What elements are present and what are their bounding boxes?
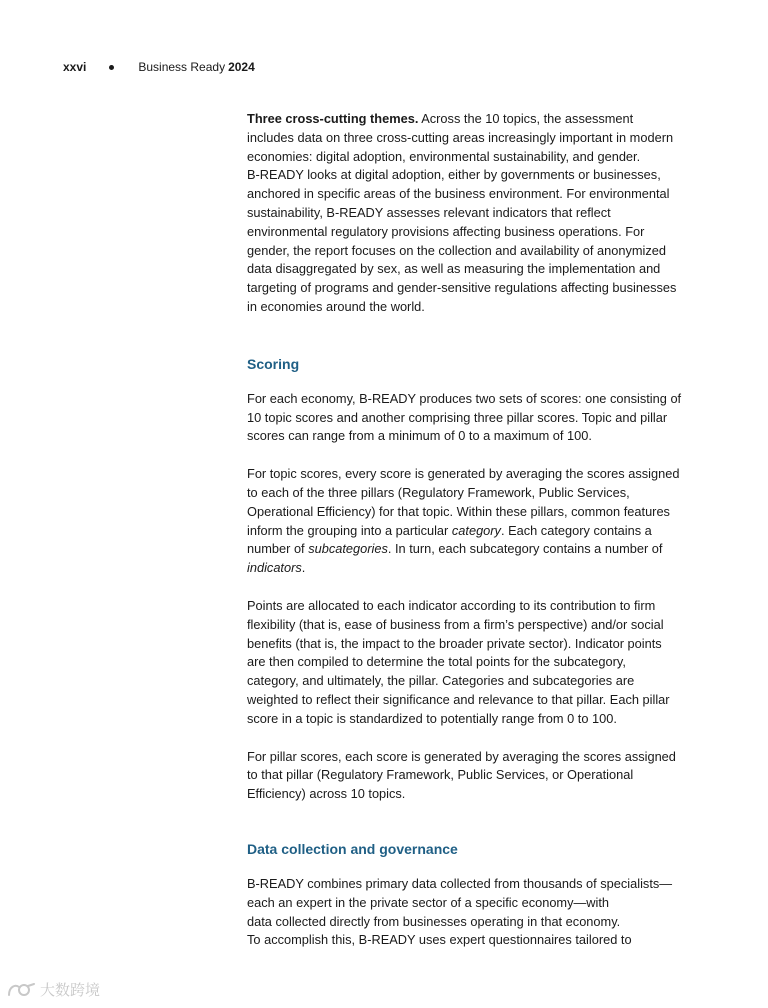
publication-title: Business Ready [138,60,226,74]
scoring-paragraph-3 [247,597,697,729]
text-line: each an expert in the private sector of a specific economy—with [247,894,610,910]
text-line: B-READY combines primary data collected from thousands of specialists— [247,875,673,891]
text-line: are then compiled to determine the total points for the subcategory, [247,654,626,670]
text-line: benefits (that is, the impact to the broader private sector). Indicator points [247,635,662,651]
bullet-separator [109,65,114,70]
section-heading-scoring: Scoring [247,355,300,372]
term-indicators: indicators [247,560,302,576]
publication-year: 2024 [228,60,255,74]
text-line [247,110,697,129]
main-content [247,110,697,950]
text-line: B-READY looks at digital adoption, either by governments or businesses, [247,167,661,183]
text-segment: . [301,560,306,576]
text-line: data collected directly from businesses operating in that economy. [247,913,621,929]
text-line: economies: digital adoption, environmental sustainability, and gender. [247,148,641,164]
running-head [63,59,255,75]
watermark [6,981,100,1001]
scoring-paragraph-2 [247,465,697,578]
text-line: gender, the report focuses on the collection and availability of anonymized [247,242,667,258]
text-line: For each economy, B-READY produces two sets of scores: one consisting of [247,390,682,406]
text-line [247,559,697,578]
term-category: category [451,522,501,538]
text-line: in economies around the world. [247,298,425,314]
text-line: category, and ultimately, the pillar. Categories and subcategories are [247,673,635,689]
text-line: to that pillar (Regulatory Framework, Public Services, or Operational [247,767,634,783]
text-line: includes data on three cross-cutting areas increasingly important in modern [247,129,674,145]
text-line: Points are allocated to each indicator according to its contribution to firm [247,597,656,613]
page-number: xxvi [63,60,87,74]
text-line: 10 topic scores and another comprising three pillar scores. Topic and pillar [247,409,668,425]
text-segment: . In turn, each subcategory contains a number of [387,541,663,557]
text-line [247,540,697,559]
cross-cutting-paragraph [247,110,697,317]
text-line: For pillar scores, each score is generated by averaging the scores assigned [247,748,676,764]
text-segment: . Each category contains a [500,522,652,538]
term-subcategories: subcategories [308,541,388,557]
text-line: environmental regulatory provisions affecting business operations. For [247,223,645,239]
watermark-logo-icon [6,981,36,1001]
text-line: sustainability, B-READY assesses relevant indicators that reflect [247,204,611,220]
text-line: to each of the three pillars (Regulatory Framework, Public Services, [247,484,630,500]
text-line: targeting of programs and gender-sensitive regulations affecting businesses [247,280,677,296]
text-line [247,522,697,541]
text-line: For topic scores, every score is generated by averaging the scores assigned [247,466,680,482]
watermark-text: 大数跨境 [40,982,101,999]
text-line: weighted to reflect their significance and relevance to that pillar. Each pillar [247,691,670,707]
text-line: scores can range from a minimum of 0 to a maximum of 100. [247,428,592,444]
lead-in: Three cross-cutting themes. [247,111,419,126]
text-line: Operational Efficiency) for that topic. Within these pillars, common features [247,503,670,519]
text-line: data disaggregated by sex, as well as measuring the implementation and [247,261,661,277]
text-line: anchored in specific areas of the business environment. For environmental [247,186,670,202]
text-line: Efficiency) across 10 topics. [247,786,406,802]
scoring-paragraph-4 [247,748,697,804]
data-collection-paragraph-1 [247,875,697,950]
scoring-paragraph-1 [247,390,697,446]
text-line-rest: Across the 10 topics, the assessment [418,111,634,126]
text-line: To accomplish this, B-READY uses expert questionnaires tailored to [247,932,632,948]
text-segment: number of [247,541,309,557]
text-segment: inform the grouping into a particular [247,522,452,538]
text-line: flexibility (that is, ease of business from a firm’s perspective) and/or social [247,616,664,632]
text-line: score in a topic is standardized to potentially range from 0 to 100. [247,710,617,726]
section-heading-data-collection: Data collection and governance [247,840,458,857]
